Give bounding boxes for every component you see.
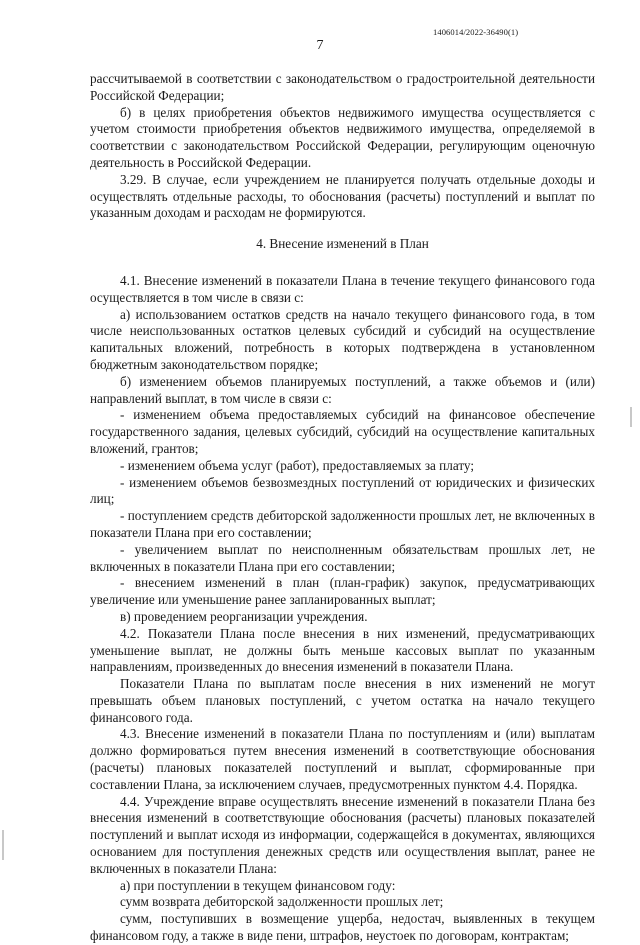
paragraph: - изменением объемов безвозмездных поступлений от юридических и физических лиц; xyxy=(90,474,595,507)
paragraph: а) при поступлении в текущем финансовом году: xyxy=(120,877,396,893)
paragraph: - изменением объема услуг (работ), предоставляемых за плату; xyxy=(120,457,475,473)
paragraph: 3.29. В случае, если учреждением не планируется получать отдельные доходы и осуществлять отдельные расходы, то обоснования (расчеты) поступлений и выплат по указанным доходам и расходам не формируются. xyxy=(90,171,595,221)
paragraph: 4.2. Показатели Плана после внесения в них изменений, предусматривающих уменьшение выплат, не должны быть меньше кассовых выплат по указанным направлениям, произведенных до внесения изменений в показатели Плана. xyxy=(90,625,595,675)
page-number: 7 xyxy=(316,38,324,53)
section-paragraphs xyxy=(90,273,595,945)
paragraph: 4.3. Внесение изменений в показатели Плана по поступлениям и (или) выплатам должно формироваться путем внесения изменений в соответствующие обоснования (расчеты) плановых показателей поступлений и выплат, сформированные при составлении Плана, за исключением случаев, предусмотренных пунктом 4.4. Порядка. xyxy=(90,726,595,792)
paragraph: а) использованием остатков средств на начало текущего финансового года, в том числе неиспользованных остатков целевых субсидий и субсидий на осуществление капитальных вложений, потребность в которых подтверждена в установленном бюджетным законодательством порядке; xyxy=(90,306,595,372)
document-id: 1406014/2022-36490(1) xyxy=(433,27,519,37)
scan-edge-mark xyxy=(630,407,632,427)
paragraph: 4.4. Учреждение вправе осуществлять внесение изменений в показатели Плана без внесения изменений в соответствующие обоснования (расчеты) плановых показателей поступлений и выплат исходя из информации, содержащейся в документах, являющихся основанием для поступления денежных средств или осуществления выплат, ранее не включенных в показатели Плана: xyxy=(90,793,595,876)
paragraph: б) изменением объемов планируемых поступлений, а также объемов и (или) направлений выплат, в том числе в связи с: xyxy=(90,373,595,406)
paragraph: в) проведением реорганизации учреждения. xyxy=(120,608,368,624)
paragraph: сумм возврата дебиторской задолженности прошлых лет; xyxy=(120,894,444,910)
paragraph: - поступлением средств дебиторской задолженности прошлых лет, не включенных в показатели Плана при его составлении; xyxy=(90,508,595,540)
scan-edge-mark xyxy=(2,830,4,860)
paragraph: 4.1. Внесение изменений в показатели Плана в течение текущего финансового года осуществляется в том числе в связи с: xyxy=(90,272,595,305)
document-body xyxy=(90,71,595,945)
paragraph: - увеличением выплат по неисполненным обязательствам прошлых лет, не включенных в показатели Плана при его составлении; xyxy=(90,541,595,574)
paragraph: б) в целях приобретения объектов недвижимого имущества осуществляется с учетом стоимости приобретения объектов недвижимого имущества, определяемой в соответствии с законодательством Российской Федерации, регулирующим оценочную деятельность в Российской Федерации. xyxy=(90,104,595,170)
section-heading: 4. Внесение изменений в План xyxy=(256,236,429,252)
paragraph: рассчитываемой в соответствии с законодательством о градостроительной деятельности Российской Федерации; xyxy=(90,71,595,103)
paragraph: сумм, поступивших в возмещение ущерба, недостач, выявленных в текущем финансовом году, а также в виде пени, штрафов, неустоек по договорам, контрактам; xyxy=(90,911,595,944)
paragraph: Показатели Плана по выплатам после внесения в них изменений не могут превышать объем плановых поступлений, с учетом остатка на начало текущего финансового года. xyxy=(90,676,595,725)
paragraph: - изменением объема предоставляемых субсидий на финансовое обеспечение государственного задания, целевых субсидий, субсидий на осуществление капитальных вложений, грантов; xyxy=(90,407,595,456)
intro-paragraphs xyxy=(90,71,595,222)
paragraph: - внесением изменений в план (план-график) закупок, предусматривающих увеличение или уменьшение ранее запланированных выплат; xyxy=(90,575,595,608)
